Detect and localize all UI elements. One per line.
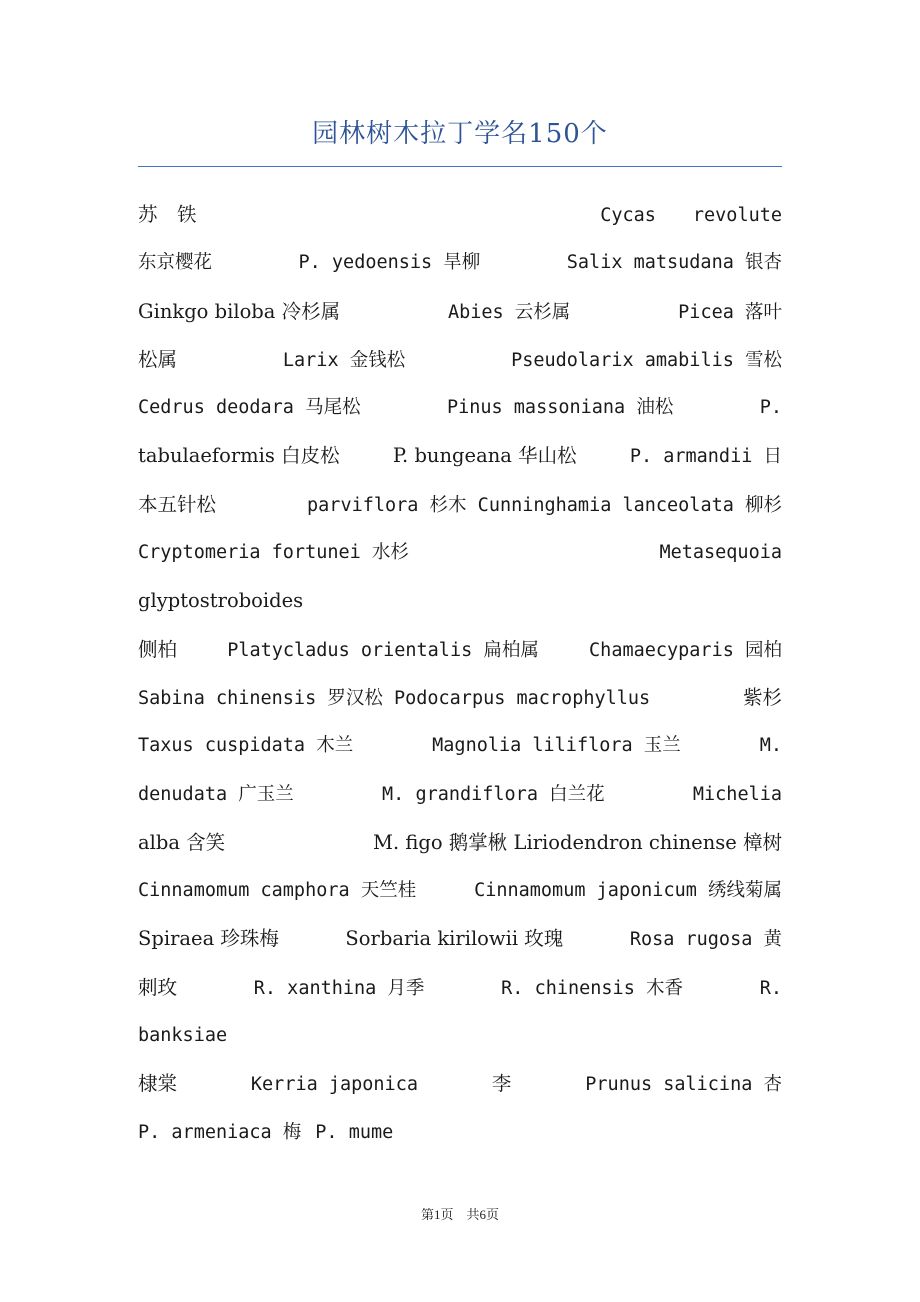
- text-line: [138, 336, 782, 384]
- text-segment: 本五针松: [138, 492, 217, 516]
- text-line: [138, 191, 782, 239]
- text-segment: Platycladus orientalis 扁柏属: [227, 639, 539, 661]
- text-segment: 李: [491, 1072, 512, 1096]
- text-segment: Cinnamomum camphora 天竺桂: [138, 880, 417, 902]
- page-footer: 第1页 共6页: [420, 1207, 499, 1222]
- text-segment: Cycas revolute: [600, 205, 782, 226]
- text-segment: 棣棠: [138, 1072, 178, 1096]
- text-segment: 松属: [138, 347, 178, 371]
- text-segment: alba 含笑: [138, 830, 226, 854]
- text-line: [138, 481, 782, 529]
- text-line: [138, 771, 782, 819]
- text-segment: Rosa rugosa 黄: [629, 929, 782, 951]
- text-line: [138, 384, 782, 432]
- text-segment: P. bungeana 华山松: [392, 444, 577, 468]
- text-segment: tabulaeformis 白皮松: [138, 444, 340, 468]
- text-segment: Kerria japonica: [250, 1074, 418, 1096]
- text-segment: 侧柏: [138, 637, 178, 661]
- text-line: [138, 577, 782, 625]
- text-line: [138, 1060, 782, 1108]
- text-segment: Sorbaria kirilowii 玫瑰: [345, 927, 564, 951]
- text-segment: R. chinensis 木香: [501, 977, 683, 999]
- text-segment: Pseudolarix amabilis 雪松: [511, 349, 782, 371]
- text-line: [138, 239, 782, 287]
- text-segment: Spiraea 珍珠梅: [138, 927, 279, 951]
- text-segment: M.: [759, 735, 782, 757]
- text-segment: P. armandii 日: [629, 446, 782, 468]
- text-segment: Chamaecyparis 园柏: [589, 639, 782, 661]
- text-line: [138, 964, 782, 1012]
- text-segment: parviflora 杉木 Cunninghamia lanceolata 柳杉: [307, 494, 782, 516]
- text-segment: Sabina chinensis 罗汉松 Podocarpus macrophyllus: [138, 687, 651, 709]
- document-body: [138, 191, 782, 1157]
- text-segment: Cryptomeria fortunei 水杉: [138, 542, 409, 564]
- text-segment: Taxus cuspidata 木兰: [138, 735, 354, 757]
- text-segment: 东京樱花: [138, 252, 213, 274]
- text-segment: R.: [759, 977, 782, 999]
- title-divider: [138, 166, 782, 167]
- text-segment: Abies 云杉属: [447, 301, 571, 323]
- text-segment: Cinnamomum japonicum 绣线菊属: [474, 880, 782, 902]
- text-segment: P. armeniaca 梅: [138, 1121, 302, 1143]
- text-line: [138, 288, 782, 336]
- text-segment: Cedrus deodara 马尾松: [138, 397, 361, 419]
- page-title: 园林树木拉丁学名150个: [312, 119, 608, 149]
- text-line: [138, 819, 782, 867]
- text-line: [138, 915, 782, 963]
- text-segment: Ginkgo biloba 冷杉属: [138, 299, 341, 323]
- text-line: [138, 626, 782, 674]
- text-segment: Larix 金钱松: [282, 349, 406, 371]
- text-line: [138, 432, 782, 480]
- text-segment: denudata 广玉兰: [138, 783, 294, 805]
- text-segment: 苏 铁: [138, 203, 197, 226]
- text-segment: Pinus massoniana 油松: [446, 397, 674, 419]
- text-segment: Magnolia liliflora 玉兰: [432, 735, 681, 757]
- text-segment: M. grandiflora 白兰花: [382, 783, 605, 805]
- text-segment: 刺玫: [138, 975, 178, 999]
- text-segment: banksiae: [138, 1025, 228, 1047]
- text-line: [138, 722, 782, 770]
- text-line: [138, 1109, 782, 1157]
- text-line: [138, 1012, 782, 1060]
- text-segment: M. figo 鹅掌楸 Liriodendron chinense 樟树: [373, 830, 782, 854]
- text-segment: Metasequoia: [659, 542, 782, 564]
- text-segment: Prunus salicina 杏: [585, 1074, 782, 1096]
- text-line: [138, 529, 782, 577]
- text-segment: Salix matsudana 银杏: [566, 252, 782, 274]
- text-line: [138, 867, 782, 915]
- text-segment: P. yedoensis 旱柳: [298, 252, 481, 274]
- text-segment: glyptostroboides: [138, 589, 304, 613]
- text-segment: 紫杉: [742, 685, 782, 709]
- text-segment: Picea 落叶: [678, 301, 782, 323]
- text-segment: P.: [759, 397, 782, 419]
- text-segment: R. xanthina 月季: [253, 977, 425, 999]
- text-line: [138, 674, 782, 722]
- text-segment: P. mume: [315, 1121, 394, 1143]
- text-segment: Michelia: [692, 783, 782, 805]
